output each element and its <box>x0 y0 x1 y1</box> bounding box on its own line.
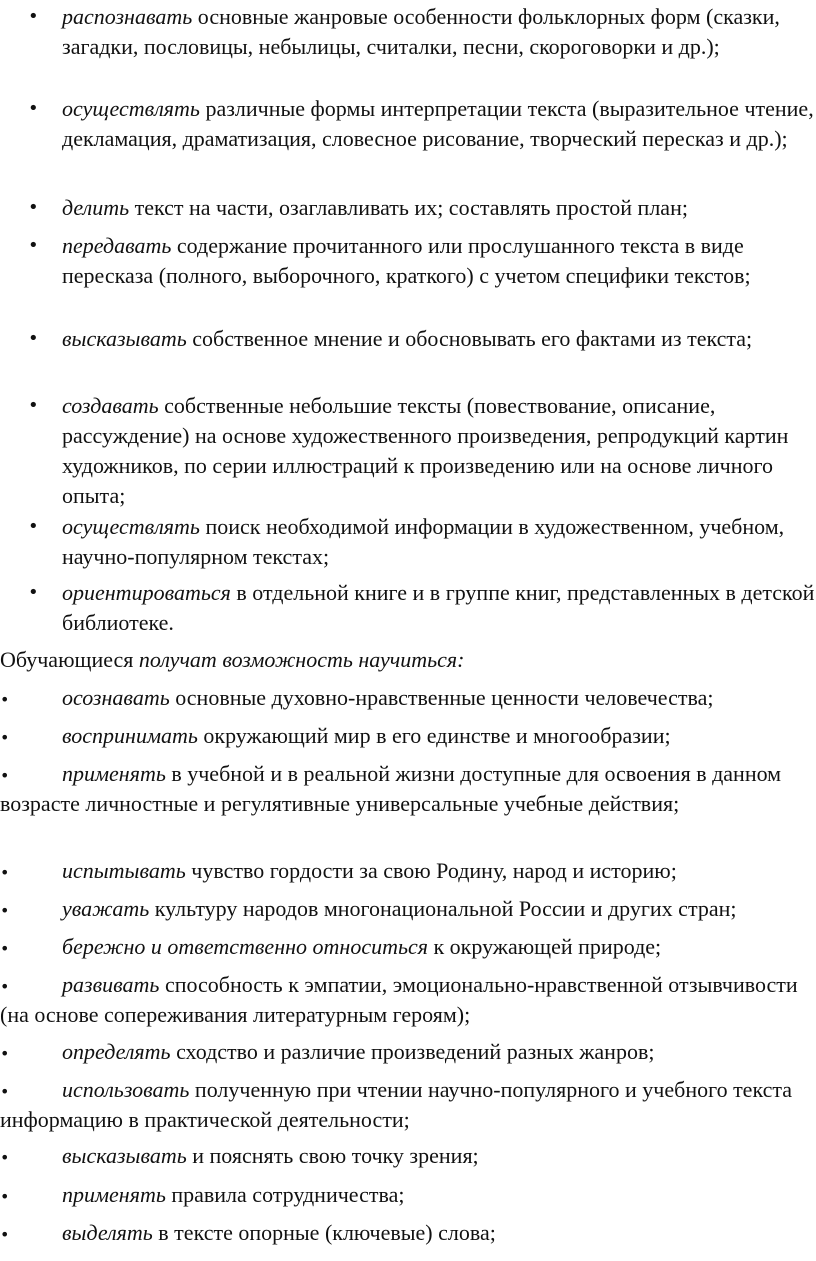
item-verb: создавать <box>62 393 159 418</box>
list-item <box>28 94 816 154</box>
list-item <box>28 193 816 223</box>
list-item <box>0 1218 816 1248</box>
list-item <box>0 683 816 713</box>
item-text: различные формы интерпретации текста (выразительное чтение, декламация, драматизация, словесное рисование, творческий пересказ и др.); <box>62 96 814 151</box>
bullet-icon: • <box>0 901 10 920</box>
bullet-icon: • <box>0 1187 10 1206</box>
item-text: чувство гордости за свою Родину, народ и историю; <box>185 858 677 883</box>
item-text: полученную при чтении научно-популярного и учебного текста информацию в практической деятельности; <box>0 1077 792 1132</box>
bullet-icon: • <box>28 197 39 218</box>
item-text: поиск необходимой информации в художественном, учебном, научно-популярном текстах; <box>62 514 785 569</box>
item-verb: воспринимать <box>62 723 198 748</box>
bullet-icon: • <box>0 1082 10 1101</box>
item-verb: осуществлять <box>62 96 200 121</box>
item-verb: передавать <box>62 233 172 258</box>
bullet-icon: • <box>28 395 39 416</box>
item-text: в учебной и в реальной жизни доступные для освоения в данном возрасте личностные и регулятивные универсальные учебные действия; <box>0 761 782 816</box>
item-verb: высказывать <box>62 326 187 351</box>
item-verb: осознавать <box>62 685 170 710</box>
item-verb: ориентироваться <box>62 580 231 605</box>
list-item <box>28 231 816 291</box>
item-verb: уважать <box>62 896 150 921</box>
item-text: основные духовно-нравственные ценности человечества; <box>169 685 714 710</box>
bullet-icon: • <box>0 1044 10 1063</box>
item-text: к окружающей природе; <box>427 934 662 959</box>
item-text: текст на части, озаглавливать их; составлять простой план; <box>129 195 688 220</box>
item-verb: определять <box>62 1039 171 1064</box>
bullet-icon: • <box>0 690 10 709</box>
item-verb: бережно и ответственно относиться <box>62 934 428 959</box>
bullet-icon: • <box>0 728 10 747</box>
bullet-icon: • <box>28 516 39 537</box>
item-verb: высказывать <box>62 1143 187 1168</box>
item-verb: делить <box>62 195 130 220</box>
bullet-icon: • <box>0 863 10 882</box>
item-text: сходство и различие произведений разных жанров; <box>170 1039 655 1064</box>
list-item <box>28 578 816 638</box>
list-item <box>0 1075 816 1135</box>
list-item <box>0 894 816 924</box>
item-verb: использовать <box>62 1077 190 1102</box>
bullet-icon: • <box>0 1225 10 1244</box>
item-text: основные жанровые особенности фольклорных форм (сказки, загадки, пословицы, небылицы, считалки, песни, скороговорки и др.); <box>62 4 780 59</box>
item-verb: выделять <box>62 1220 153 1245</box>
item-verb: испытывать <box>62 858 186 883</box>
list-item <box>0 970 816 1030</box>
list-item <box>0 856 816 886</box>
bullet-icon: • <box>0 1148 10 1167</box>
item-text: способность к эмпатии, эмоционально-нравственной отзывчивости (на основе сопереживания литературным героям); <box>0 972 798 1027</box>
list-item <box>0 721 816 751</box>
section-intro <box>0 645 816 675</box>
list-item <box>28 391 816 511</box>
bullet-icon: • <box>28 235 39 256</box>
bullet-icon: • <box>0 977 10 996</box>
list-item <box>28 2 816 62</box>
item-text: правила сотрудничества; <box>165 1182 405 1207</box>
item-text: в тексте опорные (ключевые) слова; <box>152 1220 496 1245</box>
item-verb: развивать <box>62 972 160 997</box>
item-text: и пояснять свою точку зрения; <box>186 1143 479 1168</box>
list-item <box>0 759 816 819</box>
bullet-icon: • <box>0 766 10 785</box>
list-item <box>0 1141 816 1171</box>
item-text: культуру народов многонациональной России и других стран; <box>149 896 737 921</box>
item-text: окружающий мир в его единстве и многообразии; <box>197 723 671 748</box>
item-verb: применять <box>62 761 166 786</box>
bullet-icon: • <box>28 582 39 603</box>
list-item <box>0 1180 816 1210</box>
item-text: собственное мнение и обосновывать его фактами из текста; <box>186 326 753 351</box>
list-item <box>28 512 816 572</box>
list-item <box>0 1037 816 1067</box>
item-text: в отдельной книге и в группе книг, представленных в детской библиотеке. <box>62 580 815 635</box>
intro-italic: получат возможность научиться: <box>138 647 465 672</box>
item-text: содержание прочитанного или прослушанного текста в виде пересказа (полного, выборочного, краткого) с учетом специфики текстов; <box>62 233 751 288</box>
bullet-icon: • <box>28 6 39 27</box>
bullet-icon: • <box>0 939 10 958</box>
bullet-icon: • <box>28 328 39 349</box>
item-verb: распознавать <box>62 4 193 29</box>
list-item <box>0 932 816 962</box>
item-verb: осуществлять <box>62 514 200 539</box>
intro-text: Обучающиеся <box>0 647 139 672</box>
bullet-icon: • <box>28 98 39 119</box>
list-item <box>28 324 816 354</box>
item-verb: применять <box>62 1182 166 1207</box>
item-text: собственные небольшие тексты (повествование, описание, рассуждение) на основе художественного произведения, репродукций картин художников, по серии иллюстраций к произведению или на основе личного опыта; <box>62 393 789 508</box>
